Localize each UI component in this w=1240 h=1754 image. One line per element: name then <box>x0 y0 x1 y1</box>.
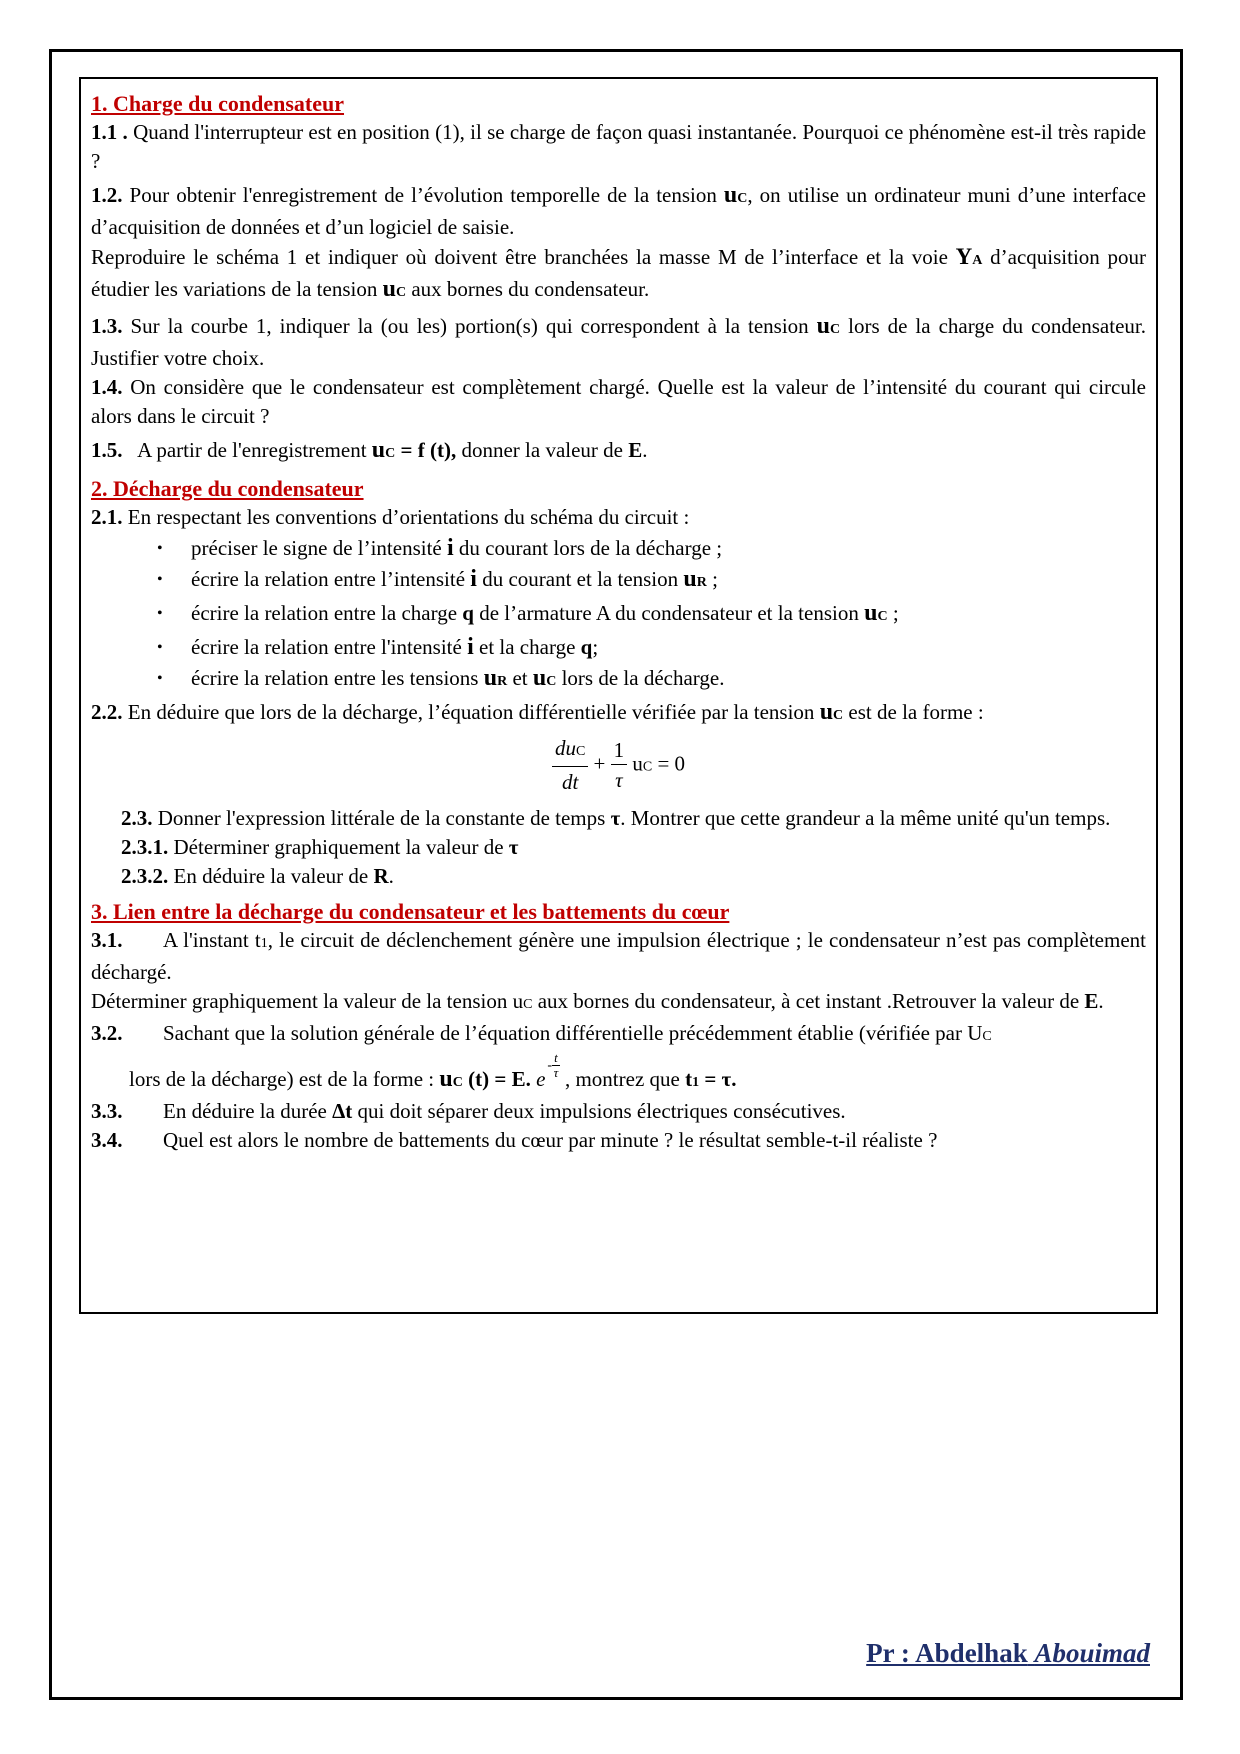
question-1-2: 1.2. Pour obtenir l'enregistrement de l’évolution temporelle de la tension uC, on utilise un ordinateur muni d’une interface d’acquisition de données et d’un logiciel de saisie. <box>91 182 1146 239</box>
question-2-2: 2.2. En déduire que lors de la décharge, l’équation différentielle vérifiée par la tension uC est de la forme : <box>91 699 984 725</box>
list-item: • écrire la relation entre la charge q de l’armature A du condensateur et la tension uC ; <box>157 600 899 626</box>
list-item: • préciser le signe de l’intensité i du courant lors de la décharge ; <box>157 535 723 561</box>
question-1-4: 1.4. On considère que le condensateur est complètement chargé. Quelle est la valeur de l’intensité du courant qui circule alors dans le circuit ? <box>91 375 1147 428</box>
question-3-4: 3.4. Quel est alors le nombre de battements du cœur par minute ? le résultat semble-t-il réaliste ? <box>91 1128 938 1152</box>
differential-equation: $\frac{\text{duC}}{dt}$ + $\frac{1}{\tau}$ uC = 0 <box>91 734 1146 800</box>
question-1-1: 1.1 . Quand l'interrupteur est en position (1), il se charge de façon quasi instantanée. Pourquoi ce phénomène est-il très rapide ? <box>91 120 1147 173</box>
eq-fraction-derivative: $\frac{\text{duC}}{dt}$ <box>552 734 588 797</box>
question-3-2-cont: lors de la décharge) est de la forme : uC (t) = E. e- $\frac{t}{\tau}$ , montrez que t1 = τ. <box>129 1050 737 1092</box>
question-2-1-list <box>91 534 1146 696</box>
question-2-3: 2.3. Donner l'expression littérale de la constante de temps τ. Montrer que cette grandeur a la même unité qu'un temps. <box>121 806 1111 830</box>
question-1-3: 1.3. Sur la courbe 1, indiquer la (ou les) portion(s) qui correspondent à la tension uC lors de la charge du condensateur. Justifier votre choix. <box>91 313 1146 370</box>
question-1-2-cont: Reproduire le schéma 1 et indiquer où doivent être branchées la masse M de l’interface et la voie YA d’acquisition pour étudier les variations de la tension uC aux bornes du condensateur. <box>91 244 1147 302</box>
question-2-3-2: 2.3.2. En déduire la valeur de R. <box>121 864 394 888</box>
section-3-title: 3. Lien entre la décharge du condensateur et les battements du cœur <box>91 899 730 924</box>
question-1-5: 1.5. A partir de l'enregistrement uC = f (t), donner la valeur de E. <box>91 437 648 463</box>
question-3-1-cont: Déterminer graphiquement la valeur de la tension uC aux bornes du condensateur, à cet instant .Retrouver la valeur de E. <box>91 989 1104 1013</box>
exercise-content <box>91 89 1146 1155</box>
exercise-box <box>79 77 1158 1314</box>
question-2-1: 2.1. En respectant les conventions d’orientations du schéma du circuit : <box>91 505 690 529</box>
exponent: - $\frac{t}{\tau}$ <box>547 1050 559 1081</box>
list-item: • écrire la relation entre les tensions uR et uC lors de la décharge. <box>157 665 725 691</box>
section-2-title: 2. Décharge du condensateur <box>91 476 364 501</box>
question-3-2: 3.2. Sachant que la solution générale de l’équation différentielle précédemment établie (vérifiée par UC <box>91 1021 992 1045</box>
question-3-3: 3.3. En déduire la durée Δt qui doit séparer deux impulsions électriques consécutives. <box>91 1099 846 1123</box>
list-item: • écrire la relation entre l'intensité i et la charge q; <box>157 634 599 660</box>
eq-fraction-tau: $\frac{1}{\tau}$ <box>611 736 628 795</box>
section-1-title: 1. Charge du condensateur <box>91 91 345 116</box>
author-signature: Pr : Abdelhak Abouimad <box>866 1638 1150 1668</box>
question-3-1: 3.1. A l'instant t1, le circuit de déclenchement génère une impulsion électrique ; le condensateur n’est pas complètement déchargé. <box>91 928 1146 984</box>
list-item: • écrire la relation entre l’intensité i du courant et la tension uR ; <box>157 566 718 592</box>
question-2-3-1: 2.3.1. Déterminer graphiquement la valeur de τ <box>121 835 519 859</box>
question-2-3-block <box>91 804 1146 891</box>
